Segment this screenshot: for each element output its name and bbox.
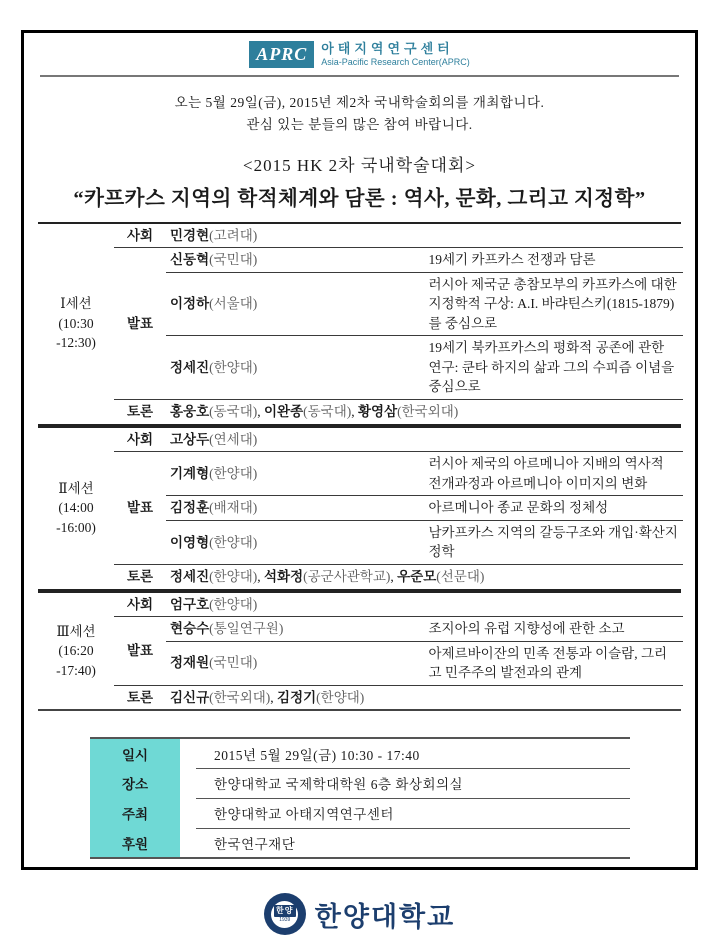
table-row — [38, 617, 683, 642]
presenter-cell — [166, 452, 425, 496]
session-time-start: (14:00 — [58, 500, 94, 516]
table-row — [38, 400, 683, 424]
aprc-logo-icon: APRC — [249, 41, 314, 68]
info-value-venue: 한양대학교 국제학대학원 6층 화상회의실 — [196, 768, 630, 798]
discussant-affiliation: (동국대) — [303, 404, 352, 420]
table-row — [38, 452, 683, 496]
presenter-name: 김정훈 — [170, 500, 210, 516]
moderator-affiliation: (연세대) — [209, 431, 258, 447]
moderator-name: 민경현 — [170, 227, 210, 243]
table-row — [90, 768, 630, 798]
moderator-cell — [166, 593, 683, 617]
table-row — [38, 564, 683, 588]
session-1-label — [38, 224, 114, 424]
discussant-name: 김신규 — [170, 689, 210, 705]
header-divider — [40, 75, 679, 77]
presenter-affiliation: (통일연구원) — [209, 621, 284, 637]
table-row — [38, 248, 683, 273]
presentation-title: 아제르바이잔의 민족 전통과 이슬람, 그리고 민주주의 발전과의 관계 — [425, 641, 684, 685]
aprc-logo-text — [321, 42, 470, 67]
info-value-date: 2015년 5월 29일(금) 10:30 - 17:40 — [196, 738, 630, 768]
university-wordmark: 한양대학교 — [314, 901, 456, 932]
presenter-name: 이정하 — [170, 296, 210, 312]
session-time-end: -12:30) — [56, 335, 96, 351]
presentation-title: 19세기 카프카스 전쟁과 담론 — [428, 252, 596, 268]
presenter-affiliation: (한양대) — [209, 534, 258, 550]
session-name: Ⅱ세션 — [58, 480, 94, 496]
discussant-affiliation: (한양대) — [316, 689, 365, 705]
intro-line-1: 오는 5월 29일(금), 2015년 제2차 국내학술회의를 개최합니다. — [174, 95, 545, 110]
session-2-label — [38, 428, 114, 589]
discussant-affiliation: (한국외대) — [209, 689, 271, 705]
header — [24, 33, 695, 68]
role-moderator: 사회 — [114, 428, 166, 452]
info-gap — [180, 798, 196, 828]
session-3-table — [38, 593, 683, 710]
presentation-title: 러시아 제국군 총참모부의 카프카스에 대한 지정학적 구상: A.I. 바랴틴스키(1815-1879)를 중심으로 — [425, 272, 684, 336]
role-moderator: 사회 — [114, 224, 166, 248]
table-row — [38, 428, 683, 452]
separator: , — [257, 404, 264, 420]
session-time-start: (16:20 — [58, 643, 94, 659]
presentation-title: 아르메니아 종교 문화의 정체성 — [425, 496, 684, 521]
presenter-name: 신동혁 — [170, 252, 210, 268]
table-row — [38, 224, 683, 248]
discussant-affiliation: (공군사관학교) — [303, 568, 391, 584]
discussant-name: 김정기 — [277, 689, 317, 705]
info-label-sponsor: 후원 — [90, 828, 180, 858]
session-2-table — [38, 428, 683, 589]
table-row — [90, 828, 630, 858]
role-discussion: 토론 — [114, 685, 166, 709]
role-discussion: 토론 — [114, 400, 166, 424]
moderator-cell — [166, 428, 683, 452]
table-row — [90, 798, 630, 828]
presentation-title: 19세기 북카프카스의 평화적 공존에 관한 연구: 쿤타 하지의 삶과 그의 수피즘 이념을 중심으로 — [425, 336, 684, 400]
document-frame — [21, 30, 698, 932]
session-3-label — [38, 593, 114, 710]
presenter-cell — [166, 520, 425, 564]
info-label-date: 일시 — [90, 738, 180, 768]
info-label-venue: 장소 — [90, 768, 180, 798]
presenter-cell — [166, 336, 425, 400]
separator: , — [390, 568, 398, 584]
discussant-name: 황영삼 — [358, 404, 398, 420]
org-name-korean: 아태지역연구센터 — [321, 40, 454, 56]
presenter-cell — [166, 617, 425, 642]
presentation-title: 러시아 제국의 아르메니아 지배의 역사적 전개과정과 아르메니아 이미지의 변화 — [428, 456, 664, 491]
session-time-end: -17:40) — [56, 662, 96, 678]
info-value-sponsor: 한국연구재단 — [214, 837, 296, 853]
role-presentation: 발표 — [126, 500, 154, 516]
discussants-cell — [166, 564, 683, 588]
presenter-affiliation: (한양대) — [209, 359, 258, 375]
role-discussion: 토론 — [114, 564, 166, 588]
moderator-name: 엄구호 — [170, 596, 210, 612]
presenter-affiliation: (국민대) — [209, 655, 258, 671]
presenter-name: 이영형 — [170, 534, 210, 550]
presenter-cell — [166, 248, 425, 273]
presenter-name: 정세진 — [170, 359, 210, 375]
info-gap — [180, 738, 196, 768]
moderator-name: 고상두 — [170, 431, 210, 447]
presentation-title: 조지아의 유럽 지향성에 관한 소고 — [428, 621, 625, 637]
presenter-affiliation: (한양대) — [209, 465, 258, 481]
presenter-name: 기계형 — [170, 465, 210, 481]
separator: , — [351, 404, 358, 420]
discussants-cell — [166, 685, 683, 709]
separator: , — [257, 568, 264, 584]
presenter-affiliation: (배재대) — [209, 500, 258, 516]
session-name: Ⅰ세션 — [60, 296, 92, 312]
seal-year: 1939 — [279, 917, 291, 924]
presenter-affiliation: (서울대) — [209, 296, 258, 312]
presenter-cell — [166, 496, 425, 521]
table-row — [90, 738, 630, 768]
info-label-host: 주최 — [90, 798, 180, 828]
discussant-affiliation: (한국외대) — [397, 404, 459, 420]
separator: , — [270, 689, 278, 705]
role-presentation: 발표 — [126, 643, 154, 659]
discussant-name: 정세진 — [170, 568, 210, 584]
seal-text: 한양 — [276, 906, 294, 916]
discussant-affiliation: (동국대) — [209, 404, 258, 420]
info-gap — [180, 828, 196, 858]
discussant-affiliation: (한양대) — [209, 568, 258, 584]
moderator-affiliation: (고려대) — [209, 227, 258, 243]
table-row — [38, 685, 683, 709]
discussant-name: 석화정 — [264, 568, 304, 584]
aprc-logo — [249, 41, 470, 68]
seal-inner — [271, 901, 298, 928]
table-row — [38, 593, 683, 617]
info-gap — [180, 768, 196, 798]
presenter-name: 현승수 — [170, 621, 210, 637]
info-table — [90, 737, 630, 859]
presenter-name: 정재원 — [170, 655, 210, 671]
presenter-cell — [166, 641, 425, 685]
discussant-name: 이완종 — [264, 404, 304, 420]
org-name-english: Asia-Pacific Research Center(APRC) — [321, 56, 470, 67]
presenter-cell — [166, 272, 425, 336]
conference-subtitle: <2015 HK 2차 국내학술대회> — [243, 155, 476, 175]
presenter-affiliation: (국민대) — [209, 252, 258, 268]
moderator-affiliation: (한양대) — [209, 596, 258, 612]
discussant-name: 우준모 — [397, 568, 437, 584]
discussant-name: 홍웅호 — [170, 404, 210, 420]
footer-logo — [24, 893, 695, 935]
session-time-end: -16:00) — [56, 519, 96, 535]
hanyang-seal-icon — [264, 893, 306, 935]
program-bottom-rule — [38, 709, 681, 711]
role-presentation: 발표 — [126, 315, 154, 331]
session-time-start: (10:30 — [58, 315, 94, 331]
role-moderator: 사회 — [114, 593, 166, 617]
presentation-title: 남카프카스 지역의 갈등구조와 개입·확산지정학 — [425, 520, 684, 564]
moderator-cell — [166, 224, 683, 248]
conference-title: “카프카스 지역의 학적체계와 담론 : 역사, 문화, 그리고 지정학” — [73, 187, 646, 210]
info-value-host: 한양대학교 아태지역연구센터 — [196, 798, 630, 828]
session-1-table — [38, 224, 683, 424]
intro-text — [24, 92, 695, 137]
session-name: Ⅲ세션 — [56, 623, 96, 639]
discussants-cell — [166, 400, 683, 424]
discussant-affiliation: (선문대) — [436, 568, 485, 584]
intro-line-2: 관심 있는 분들의 많은 참여 바랍니다. — [246, 117, 473, 133]
